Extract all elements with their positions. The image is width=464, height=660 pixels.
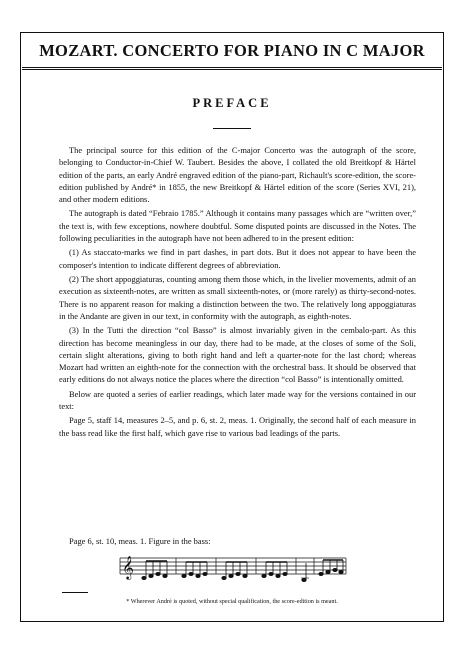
footnote-rule — [62, 592, 88, 593]
paragraph: The autograph is dated “Febraio 1785.” Although it contains many passages which are “written over,” the text is, with few exceptions, nowhere doubtful. Some disputed points are discussed in the Notes. The following peculiarities in the autograph have not been adhered to in the present edition: — [59, 208, 416, 243]
paragraph: (1) As staccato-marks we find in part dashes, in part dots. But it does not appear to have been the composer's intention to indicate different degrees of abbreviation. — [59, 247, 416, 270]
paragraph: (3) In the Tutti the direction “col Basso” is almost invariably given in the cembalo-part. As this direction has become meaningless in our day, there had to be made, at the closes of some of the Soli, certain slight alterations, giving to both right hand and left a quarter-note for the last chord; whereas Mozart had written an eighth-note for the connection with the orchestral bass. It should be observed that early editions do not always notice the places where the direction “col Basso” is intentionally omitted. — [59, 325, 416, 385]
paragraph: Page 5, staff 14, measures 2–5, and p. 6, st. 2, meas. 1. Originally, the second half of each measure in the bass read like the first half, which gave rise to various bad leadings of the parts. — [59, 415, 416, 438]
music-caption: Page 6, st. 10, meas. 1. Figure in the bass: — [69, 536, 211, 546]
music-staff-example — [118, 552, 348, 586]
paragraph: Below are quoted a series of earlier readings, which later made way for the versions contained in our text: — [59, 388, 416, 411]
paragraph: (2) The short appoggiaturas, counting among them those which, in the livelier movements, admit of an execution as sixteenth-notes, are written as small sixteenth-notes, or (more rarely) as thirty-second-notes. There is no apparent reason for making a distinction between the two. The relatively long appoggiaturas in the Andante are given in our text, in conformity with the autograph, as eighth-notes. — [59, 274, 416, 321]
title-bar — [22, 34, 442, 70]
footnote: * Wherever André is quoted, without special qualification, the score-edition is meant. — [126, 598, 338, 605]
heading-rule — [213, 128, 251, 129]
preface-heading: PREFACE — [192, 96, 272, 110]
paragraph: The principal source for this edition of the C-major Concerto was the autograph of the score, belonging to Conductor-in-Chief W. Taubert. Besides the above, I collated the old Breitkopf & Härtel edition of the parts, an early André engraved edition of the piano-part, Richault's score-edition, the score-edition published by André* in 1855, the new Breitkopf & Härtel edition of the score (Series XVI, 21), and other modern editions. — [59, 145, 416, 204]
preface-body — [59, 144, 416, 441]
svg-text:𝄞: 𝄞 — [122, 555, 134, 579]
page-title: MOZART. CONCERTO FOR PIANO IN C MAJOR — [39, 40, 425, 60]
